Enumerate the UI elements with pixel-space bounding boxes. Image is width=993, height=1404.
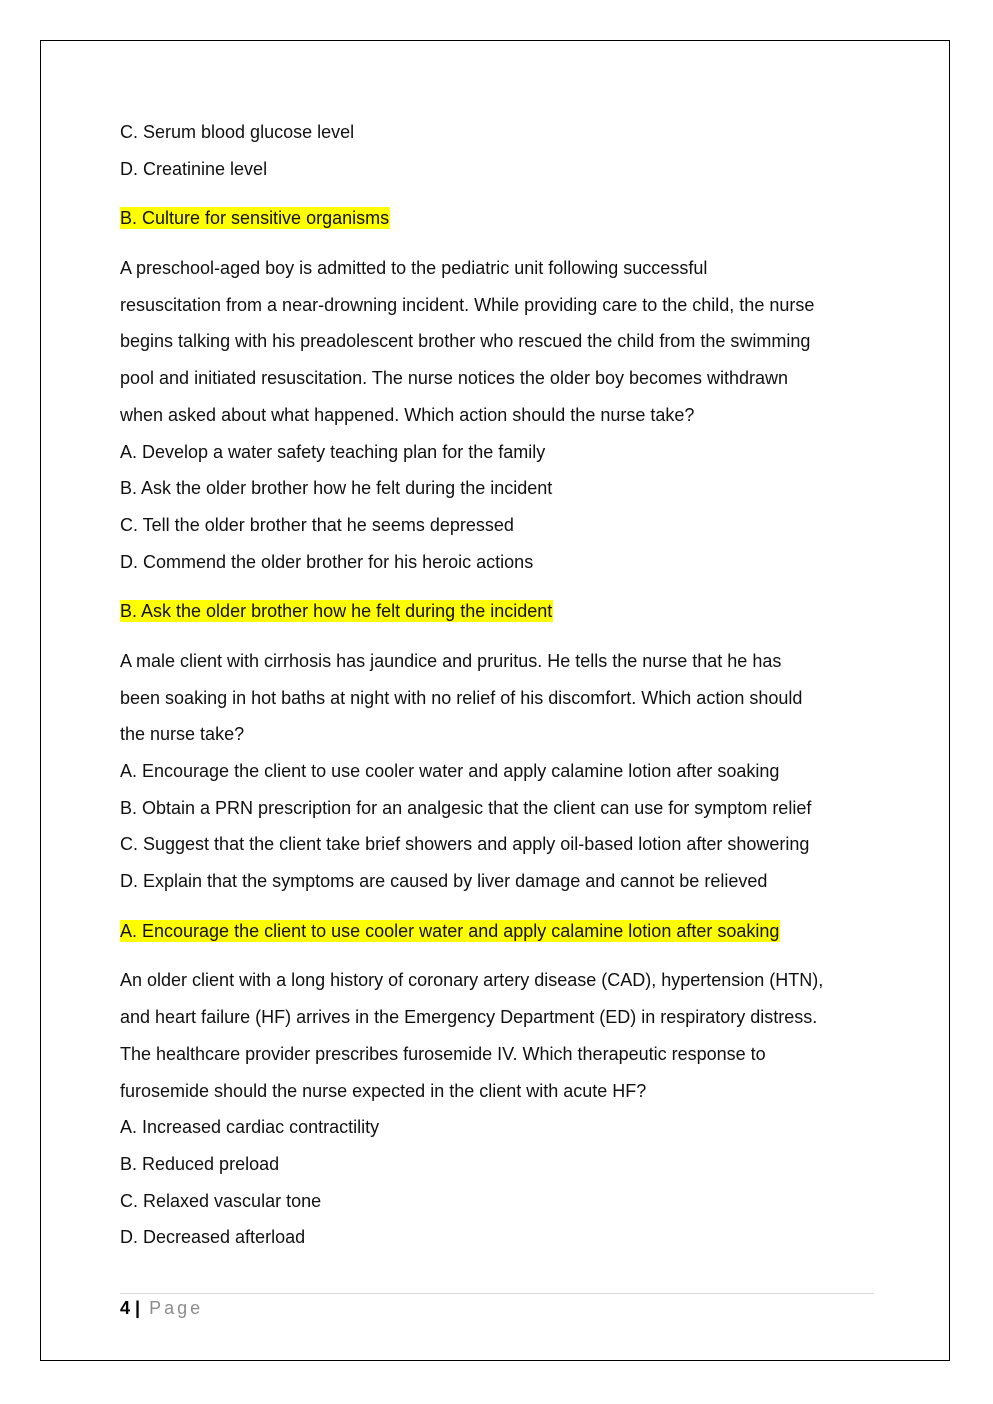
option-d: D. Commend the older brother for his heroic actions <box>120 551 534 572</box>
option-b: B. Reduced preload <box>120 1153 280 1174</box>
page-number: 4 <box>120 1298 131 1318</box>
stem-line: and heart failure (HF) arrives in the Emergency Department (ED) in respiratory distress. <box>120 1007 818 1028</box>
footer-divider <box>120 1293 874 1294</box>
stem-line: when asked about what happened. Which action should the nurse take? <box>120 404 695 425</box>
option-c: C. Tell the older brother that he seems depressed <box>120 514 514 535</box>
option-d: D. Explain that the symptoms are caused by liver damage and cannot be relieved <box>120 871 768 892</box>
option-c: C. Relaxed vascular tone <box>120 1190 322 1211</box>
question-stem <box>120 643 880 753</box>
stem-line: begins talking with his preadolescent brother who rescued the child from the swimming <box>120 331 811 352</box>
highlighted-answer: A. Encourage the client to use cooler water and apply calamine lotion after soaking <box>120 920 780 941</box>
stem-line: the nurse take? <box>120 724 245 745</box>
option-d: D. Creatinine level <box>120 158 268 179</box>
stem-line: been soaking in hot baths at night with no relief of his discomfort. Which action should <box>120 687 803 708</box>
stem-line: resuscitation from a near-drowning incident. While providing care to the child, the nurse <box>120 294 815 315</box>
stem-line: An older client with a long history of coronary artery disease (CAD), hypertension (HTN), <box>120 970 824 991</box>
page-footer <box>120 1297 203 1319</box>
option-a: A. Encourage the client to use cooler water and apply calamine lotion after soaking <box>120 761 780 781</box>
option-d: D. Decreased afterload <box>120 1227 306 1248</box>
option-c: C. Suggest that the client take brief showers and apply oil-based lotion after showering <box>120 834 810 855</box>
answer-line <box>120 200 880 237</box>
question-stem <box>120 962 880 1109</box>
highlighted-answer: B. Culture for sensitive organisms <box>120 208 390 229</box>
option-b: B. Obtain a PRN prescription for an analgesic that the client can use for symptom relief <box>120 797 812 818</box>
highlighted-answer: B. Ask the older brother how he felt during the incident <box>120 601 553 622</box>
stem-line: A male client with cirrhosis has jaundice and pruritus. He tells the nurse that he has <box>120 650 782 671</box>
stem-line: The healthcare provider prescribes furosemide IV. Which therapeutic response to <box>120 1043 766 1064</box>
stem-line: furosemide should the nurse expected in the client with acute HF? <box>120 1080 647 1101</box>
stem-line: A preschool-aged boy is admitted to the pediatric unit following successful <box>120 258 708 279</box>
option-a: A. Increased cardiac contractility <box>120 1117 380 1138</box>
page-label: Page <box>149 1298 204 1318</box>
stem-line: pool and initiated resuscitation. The nurse notices the older boy becomes withdrawn <box>120 368 789 389</box>
answer-line <box>120 913 880 950</box>
question-stem <box>120 250 880 433</box>
option-a: A. Develop a water safety teaching plan for the family <box>120 441 546 462</box>
option-b: B. Ask the older brother how he felt during the incident <box>120 478 553 499</box>
document-body <box>120 114 880 1256</box>
page-separator: | <box>135 1298 141 1318</box>
option-c: C. Serum blood glucose level <box>120 122 355 142</box>
answer-line <box>120 593 880 630</box>
